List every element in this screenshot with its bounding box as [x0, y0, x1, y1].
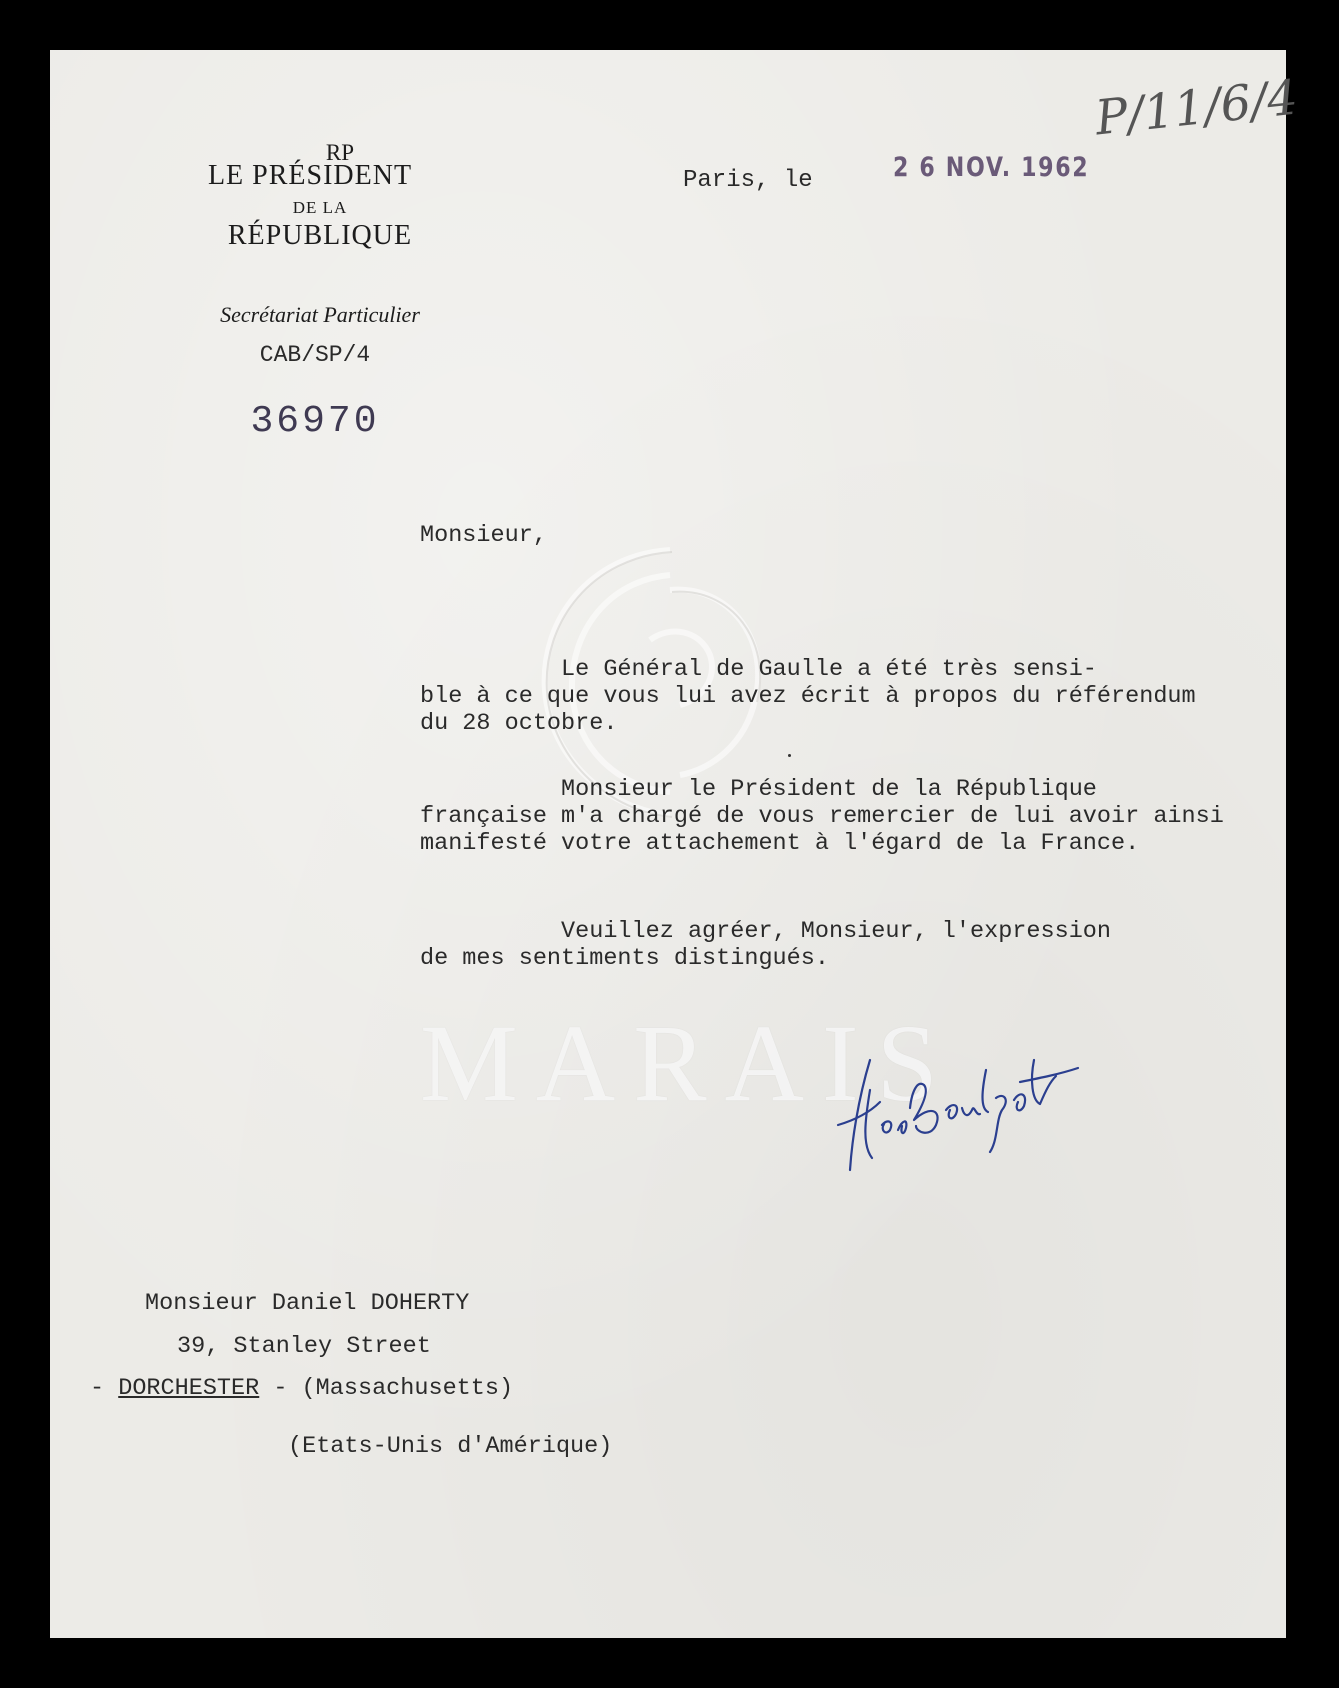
letterhead-de-la: DE LA	[292, 198, 348, 217]
address-name: Monsieur Daniel DOHERTY	[145, 1290, 470, 1317]
ink-dot	[788, 754, 791, 757]
letterhead-rp: RP	[325, 140, 355, 165]
address-city-prefix: -	[90, 1375, 119, 1402]
paragraph-3: Veuillez agréer, Monsieur, l'expression de mes sentiments distingués.	[420, 918, 1112, 972]
address-city: DORCHESTER	[118, 1375, 260, 1402]
watermark: MARAIS	[420, 1002, 956, 1124]
address-country: (Etats-Unis d'Amérique)	[288, 1433, 613, 1460]
place-line: Paris, le	[683, 167, 813, 194]
date-stamp: 2 6 NOV. 1962	[893, 152, 1090, 183]
paragraph-2: Monsieur le Président de la République française m'a chargé de vous remercier de lui avoir ainsi manifesté votre attachement à l'égard de la France.	[420, 776, 1224, 857]
letterhead-secretariat: Secrétariat Particulier	[220, 302, 420, 327]
letterhead-title: LE PRÉSIDENT	[207, 160, 413, 191]
address-city-line	[90, 1375, 513, 1402]
address-city-suffix: - (Massachusetts)	[259, 1375, 514, 1402]
salutation: Monsieur,	[420, 522, 547, 549]
letterhead-republique: RÉPUBLIQUE	[227, 220, 413, 251]
reference-number: 36970	[250, 400, 380, 443]
reference-code: CAB/SP/4	[259, 342, 371, 368]
archive-reference: P/11/6/4	[1092, 69, 1301, 147]
signature	[810, 1030, 1170, 1180]
letter-page	[50, 50, 1301, 1638]
address-street: 39, Stanley Street	[177, 1333, 431, 1360]
paragraph-1: Le Général de Gaulle a été très sensi- ble à ce que vous lui avez écrit à propos du référendum du 28 octobre.	[420, 656, 1196, 737]
